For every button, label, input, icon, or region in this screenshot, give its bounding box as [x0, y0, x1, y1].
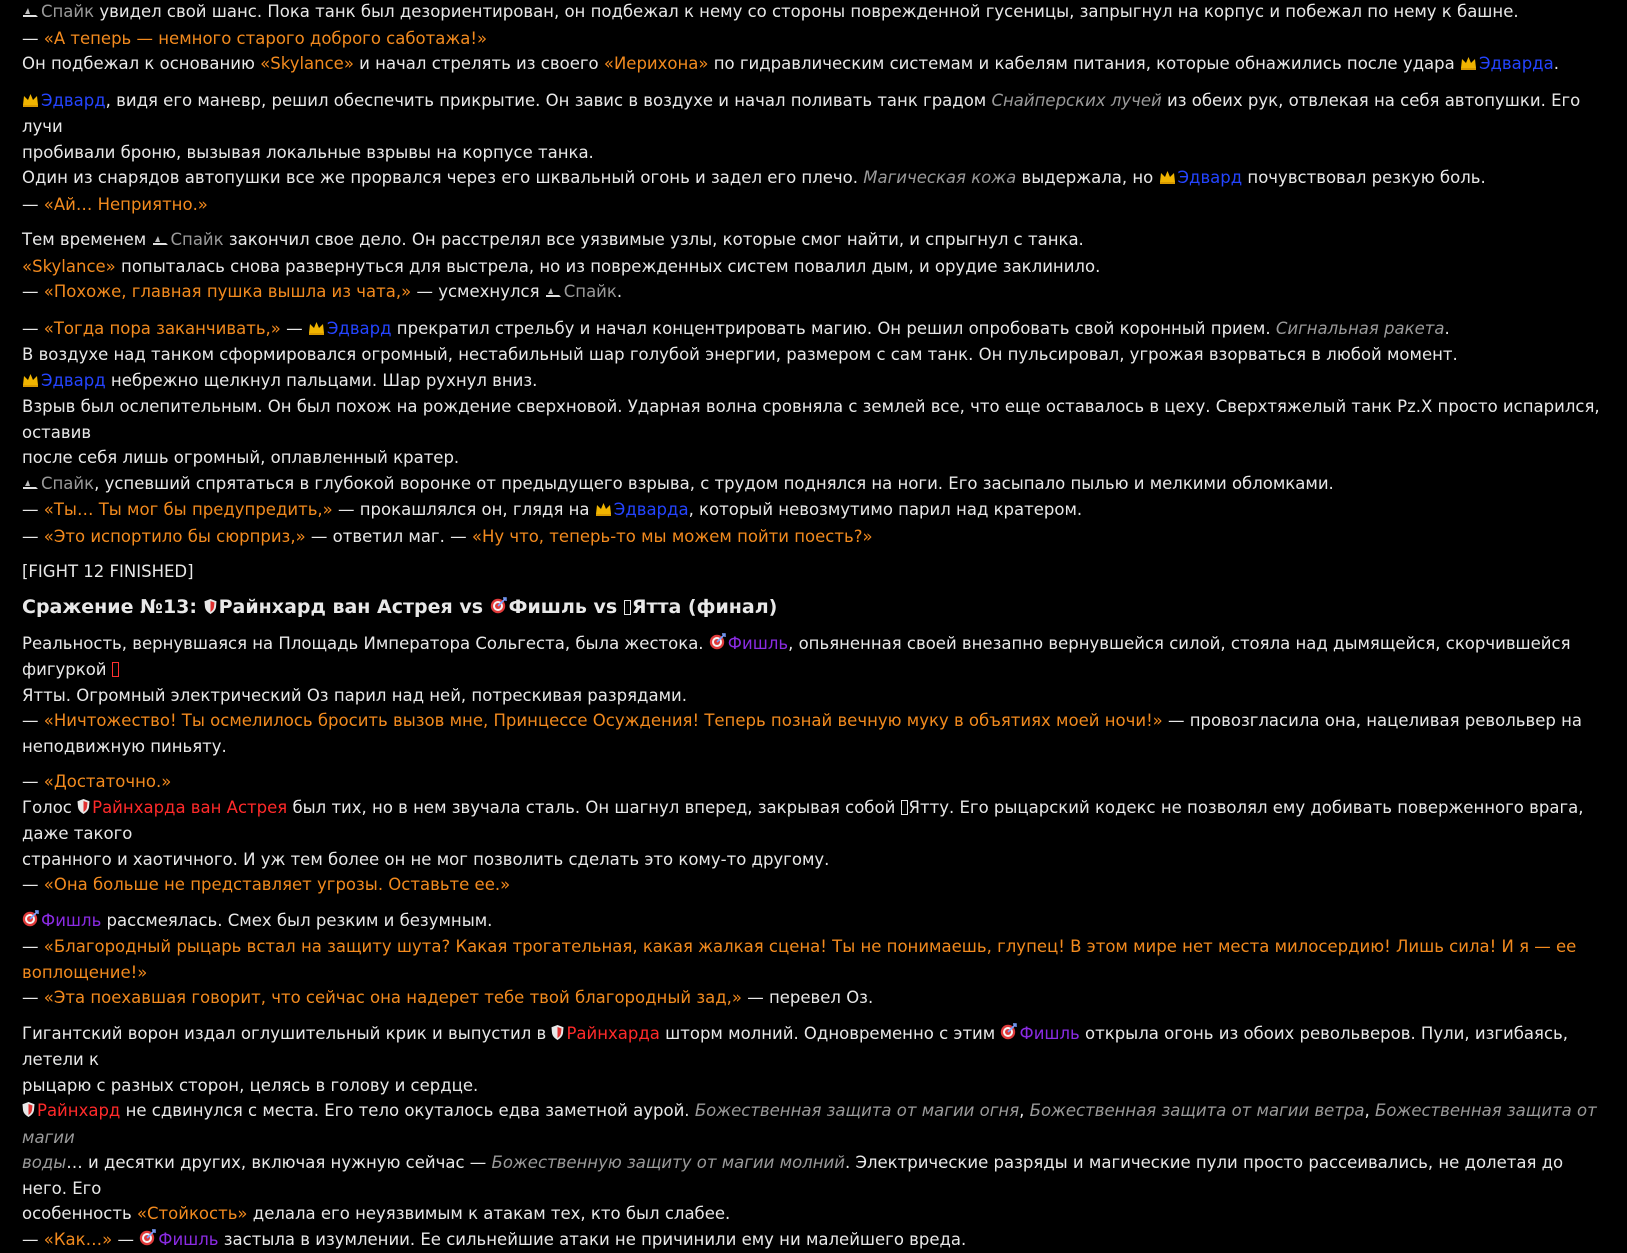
character-name: Райнхарда [566, 1024, 659, 1043]
character-name: Райнхарда ван Астрея [92, 798, 287, 817]
narration-text: , опьяненная своей внезапно вернувшейся силой, стояла над дымящейся, скорчившейся фигуркой [22, 634, 1571, 680]
shield-icon [77, 796, 90, 822]
quote-text: «Тогда пора заканчивать,» [44, 319, 281, 338]
story-line [22, 394, 1605, 445]
story-line [22, 908, 1605, 935]
narration-text: Ятту. Его рыцарский кодекс не позволял ему добивать поверженного врага, даже такого [22, 798, 1583, 844]
story-line [22, 192, 1605, 218]
story-line [22, 524, 1605, 550]
story-paragraph [22, 769, 1605, 898]
quote-text: «Skylance» [260, 54, 354, 73]
narration-text: почувствовал резкую боль. [1242, 168, 1486, 187]
crown-icon [1159, 166, 1176, 192]
fight-heading [22, 595, 1605, 621]
narration-text: — [22, 319, 44, 338]
narration-text: Взрыв был ослепительным. Он был похож на рождение сверхновой. Ударная волна сровняла с землей все, что еще оставалось в цеху. Сверхтяжелый танк Pz.X просто испарился, оставив [22, 397, 1600, 442]
crown-icon [595, 498, 612, 524]
narration-text: неподвижную пиньяту. [22, 737, 227, 756]
narration-text: — ответил маг. — [306, 527, 472, 546]
target-icon [1000, 1022, 1017, 1048]
spike-icon [152, 228, 169, 254]
character-name: Эдвард [41, 91, 106, 110]
narration-text: Ятта (финал) [632, 596, 778, 618]
narration-text: . [617, 282, 622, 301]
character-name: Эдварда [614, 500, 689, 519]
narration-text: по гидравлическим системам и кабелям питания, которые обнажились после удара [709, 54, 1460, 73]
narration-text: — перевел Оз. [742, 988, 873, 1007]
story-paragraph [22, 631, 1605, 760]
story-paragraph [22, 227, 1605, 306]
quote-text: «Стойкость» [137, 1204, 248, 1223]
quote-text: «Достаточно.» [44, 772, 172, 791]
narration-text: — [22, 1230, 44, 1249]
narration-text: . [1554, 54, 1559, 73]
narration-text: из обеих рук, отвлекая на себя автопушки. Его лучи [22, 91, 1580, 137]
narration-text: небрежно щелкнул пальцами. Шар рухнул вниз. [106, 371, 538, 390]
story-paragraph [22, 559, 1605, 585]
story-line [22, 795, 1605, 847]
story-line [22, 708, 1605, 734]
character-name: Спайк [41, 2, 94, 21]
narration-text: шторм молний. Одновременно с этим [660, 1024, 1001, 1043]
narration-text: странного и хаотичного. И уж тем более он не мог позволить сделать это кому-то другому. [22, 850, 829, 869]
story-line [22, 140, 1605, 166]
story-line [22, 734, 1605, 760]
narration-text: не сдвинулся с места. Его тело окуталось едва заметной аурой. [120, 1101, 694, 1120]
narration-text: — [22, 195, 44, 214]
story-line [22, 1021, 1605, 1073]
narration-text: В воздухе над танком сформировался огромный, нестабильный шар голубой энергии, размером с сам танк. Он пульсировал, угрожая взорваться в любой момент. [22, 345, 1458, 364]
character-name: Эдвард [327, 319, 392, 338]
narration-text: , который невозмутимо парил над кратером. [689, 500, 1083, 519]
quote-text: «Ты… Ты мог бы предупредить,» [44, 500, 333, 519]
missing-glyph-icon [901, 800, 908, 815]
story-line [22, 559, 1605, 585]
narration-text: пробивали броню, вызывая локальные взрывы на корпусе танка. [22, 143, 594, 162]
story-line [22, 0, 1605, 26]
character-name: Спайк [171, 230, 224, 249]
story-line [22, 1150, 1605, 1201]
target-icon [139, 1228, 156, 1253]
story-line [22, 445, 1605, 471]
narration-text: — [22, 500, 44, 519]
character-name: Фишль [1019, 1024, 1079, 1043]
character-name: Райнхард [37, 1101, 120, 1120]
narration-text: попыталась снова развернуться для выстрела, но из поврежденных систем повалил дым, и орудие заклинило. [116, 257, 1101, 276]
story-line [22, 1227, 1605, 1253]
story-line [22, 769, 1605, 795]
story-paragraph [22, 0, 1605, 78]
narration-text: увидел свой шанс. Пока танк был дезориентирован, он подбежал к нему со стороны поврежденной гусеницы, запрыгнул на корпус и побежал по нему к башне. [94, 2, 1518, 21]
narration-text: … и десятки других, включая нужную сейчас — [66, 1153, 491, 1172]
narration-text: Фишль vs [509, 596, 624, 618]
skill-name: Божественная защита от магии [22, 1101, 1597, 1147]
narration-text: был тих, но в нем звучала сталь. Он шагнул вперед, закрывая собой [287, 798, 900, 817]
skill-name: Божественная защита от магии ветра [1030, 1101, 1365, 1120]
story-line [22, 26, 1605, 52]
target-icon [709, 632, 726, 658]
narration-text: Реальность, вернувшаяся на Площадь Императора Сольгеста, была жестока. [22, 634, 709, 653]
story-paragraph [22, 908, 1605, 1011]
crown-icon [22, 369, 39, 395]
skill-name: Магическая кожа [863, 168, 1016, 187]
character-name: Фишль [158, 1230, 218, 1249]
narration-text: — усмехнулся [411, 282, 545, 301]
narration-text: прекратил стрельбу и начал концентрировать магию. Он решил опробовать свой коронный прием. [392, 319, 1276, 338]
missing-glyph-icon [112, 662, 119, 677]
story-line [22, 631, 1605, 683]
narration-text: застыла в изумлении. Ее сильнейшие атаки не причинили ему ни малейшего вреда. [219, 1230, 967, 1249]
character-name: Спайк [41, 474, 94, 493]
skill-name: Божественная защита от магии огня [695, 1101, 1019, 1120]
story-line [22, 872, 1605, 898]
story-line [22, 497, 1605, 524]
crown-icon [1460, 52, 1477, 78]
story-line [22, 316, 1605, 343]
narration-text: — провозгласила она, нацеливая револьвер на [1163, 711, 1582, 730]
narration-text: — [22, 282, 44, 301]
story-line [22, 471, 1605, 498]
skill-name: Божественную защиту от магии молний [492, 1153, 845, 1172]
narration-text: Голос [22, 798, 77, 817]
story-line [22, 1201, 1605, 1227]
story-line [22, 934, 1605, 985]
story-paragraph [22, 316, 1605, 550]
narration-text: — [22, 711, 44, 730]
narration-text: после себя лишь огромный, оплавленный кратер. [22, 448, 459, 467]
narration-text: — [22, 937, 44, 956]
narration-text: выдержала, но [1016, 168, 1158, 187]
quote-text: «Похоже, главная пушка вышла из чата,» [44, 282, 411, 301]
character-name: Фишль [41, 911, 101, 930]
quote-text: «Иерихона» [604, 54, 709, 73]
story-line [22, 1073, 1605, 1099]
quote-text: «Skylance» [22, 257, 116, 276]
narration-text: , [1019, 1101, 1030, 1120]
character-name: Эдвард [41, 371, 106, 390]
target-icon [490, 596, 507, 621]
quote-text: «Это испортило бы сюрприз,» [44, 527, 306, 546]
quote-text: «Она больше не представляет угрозы. Оставьте ее.» [44, 875, 510, 894]
crown-icon [22, 89, 39, 115]
quote-text: «Как…» [44, 1230, 112, 1249]
narration-text: Один из снарядов автопушки все же прорвался через его шквальный огонь и задел его плечо. [22, 168, 863, 187]
narration-text: Он подбежал к основанию [22, 54, 260, 73]
story-line [22, 368, 1605, 395]
narration-text: . [1444, 319, 1449, 338]
skill-name: воды [22, 1153, 66, 1172]
missing-glyph-icon [624, 600, 631, 615]
story-line [22, 847, 1605, 873]
spike-icon [22, 472, 39, 498]
quote-text: «А теперь — немного старого доброго саботажа!» [44, 29, 487, 48]
narration-text: — [22, 988, 44, 1007]
character-name: Фишль [728, 634, 788, 653]
story-line [22, 88, 1605, 140]
crown-icon [308, 317, 325, 343]
narration-text: Сражение №13: [22, 596, 204, 618]
story-line [22, 342, 1605, 368]
narration-text: особенность [22, 1204, 137, 1223]
story-line [22, 227, 1605, 254]
narration-text: Ятты. Огромный электрический Оз парил над ней, потрескивая разрядами. [22, 686, 687, 705]
narration-text: закончил свое дело. Он расстрелял все уязвимые узлы, которые смог найти, и спрыгнул с танка. [224, 230, 1084, 249]
narration-text: [FIGHT 12 FINISHED] [22, 562, 194, 581]
quote-text: «Ничтожество! Ты осмелилось бросить вызов мне, Принцессе Осуждения! Теперь познай вечную муку в объятиях моей ночи!» [44, 711, 1163, 730]
character-name: Эдвард [1178, 168, 1243, 187]
story-line [22, 254, 1605, 280]
narration-text: — [112, 1230, 139, 1249]
story-paragraph [22, 1021, 1605, 1253]
narration-text: Райнхард ван Астрея vs [219, 596, 490, 618]
story-line [22, 1098, 1605, 1150]
story-line [22, 279, 1605, 306]
skill-name: Сигнальная ракета [1276, 319, 1445, 338]
narration-text: — [281, 319, 308, 338]
quote-text: «Ну что, теперь-то мы можем пойти поесть?» [472, 527, 873, 546]
narration-text: и начал стрелять из своего [354, 54, 604, 73]
narration-text: — [22, 772, 44, 791]
narration-text: , [1365, 1101, 1376, 1120]
narration-text: — [22, 29, 44, 48]
shield-icon [22, 1099, 35, 1125]
story-line [22, 51, 1605, 78]
narration-text: . Электрические разряды и магические пули просто рассеивались, не долетая до него. Его [22, 1153, 1563, 1198]
story-line [22, 985, 1605, 1011]
spike-icon [22, 0, 39, 26]
spike-icon [545, 280, 562, 306]
narration-text: Тем временем [22, 230, 152, 249]
story-line [22, 165, 1605, 192]
narration-text: — [22, 875, 44, 894]
shield-icon [551, 1022, 564, 1048]
quote-text: «Эта поехавшая говорит, что сейчас она надерет тебе твой благородный зад,» [44, 988, 742, 1007]
narration-text: — прокашлялся он, глядя на [333, 500, 595, 519]
skill-name: Снайперских лучей [992, 91, 1162, 110]
narration-text: рассмеялась. Смех был резким и безумным. [101, 911, 492, 930]
narration-text: открыла огонь из обоих револьверов. Пули, изгибаясь, летели к [22, 1024, 1568, 1070]
quote-text: «Ай… Неприятно.» [44, 195, 208, 214]
shield-icon [204, 596, 217, 621]
narration-text: делала его неуязвимым к атакам тех, кто был слабее. [248, 1204, 731, 1223]
story-line [22, 683, 1605, 709]
story-paragraph [22, 88, 1605, 218]
target-icon [22, 909, 39, 935]
narration-text: , успевший спрятаться в глубокой воронке от предыдущего взрыва, с трудом поднялся на ноги. Его засыпало пылью и мелкими обломками. [94, 474, 1334, 493]
narration-text: Гигантский ворон издал оглушительный крик и выпустил в [22, 1024, 551, 1043]
narration-text: — [22, 527, 44, 546]
character-name: Эдварда [1479, 54, 1554, 73]
quote-text: «Благородный рыцарь встал на защиту шута? Какая трогательная, какая жалкая сцена! Ты не понимаешь, глупец! В этом мире нет места милосердию! Лишь сила! И я — ее воплощение!» [22, 937, 1576, 982]
narration-text: , видя его маневр, решил обеспечить прикрытие. Он завис в воздухе и начал поливать танк градом [106, 91, 992, 110]
narration-text: рыцарю с разных сторон, целясь в голову и сердце. [22, 1076, 478, 1095]
story-line [22, 595, 1605, 621]
character-name: Спайк [564, 282, 617, 301]
